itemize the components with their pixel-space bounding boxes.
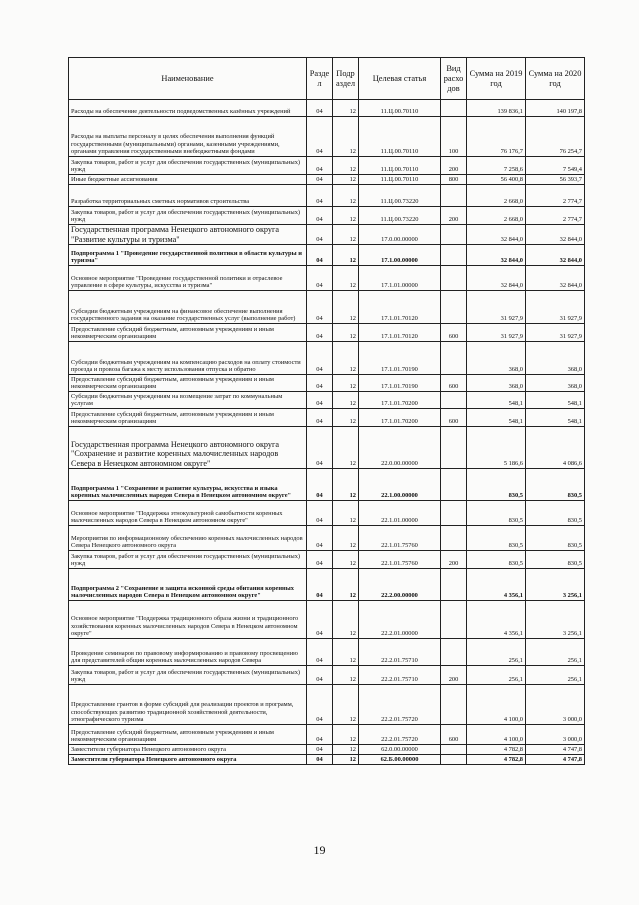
cell-sum-2019: 76 176,7 — [467, 117, 526, 157]
header-sum-2019: Сумма на 2019 год — [467, 58, 526, 100]
cell-sum-2019: 4 782,8 — [467, 745, 526, 755]
cell-subsection: 12 — [333, 409, 359, 427]
cell-name: Предоставление субсидий бюджетным, автономным учреждениям и иным некоммерческим организациям — [69, 725, 307, 745]
cell-expense-type — [441, 392, 467, 409]
cell-target-article: 22.2.00.00000 — [359, 569, 441, 601]
cell-sum-2020: 31 927,9 — [526, 291, 585, 324]
cell-target-article: 22.0.00.00000 — [359, 427, 441, 469]
table-row — [69, 427, 585, 469]
cell-sum-2019: 2 668,0 — [467, 185, 526, 207]
cell-section: 04 — [307, 175, 333, 185]
cell-sum-2019: 368,0 — [467, 375, 526, 392]
cell-name: Подпрограмма 2 "Сохранение и защита исконной среды обитания коренных малочисленных народов Севера в Ненецком автономном округе" — [69, 569, 307, 601]
cell-section: 04 — [307, 392, 333, 409]
cell-expense-type — [441, 245, 467, 266]
cell-name: Закупка товаров, работ и услуг для обеспечения государственных (муниципальных) нужд — [69, 666, 307, 685]
cell-expense-type: 600 — [441, 324, 467, 342]
cell-sum-2019: 31 927,9 — [467, 324, 526, 342]
cell-subsection: 12 — [333, 225, 359, 245]
cell-expense-type — [441, 291, 467, 324]
cell-section: 04 — [307, 745, 333, 755]
cell-expense-type — [441, 639, 467, 666]
cell-section: 04 — [307, 725, 333, 745]
cell-sum-2019: 830,5 — [467, 469, 526, 501]
cell-name: Проведение семинаров по правовому информированию и правовому просвещению для представителей общин коренных малочисленных народов Севера — [69, 639, 307, 666]
table-row — [69, 745, 585, 755]
cell-sum-2019: 5 186,6 — [467, 427, 526, 469]
cell-section: 04 — [307, 207, 333, 225]
cell-name: Расходы на выплаты персоналу в целях обеспечения выполнения функций государственными (муниципальными) органами, казенными учреждениями, органами управления государственными внебюджетными фондами — [69, 117, 307, 157]
cell-sum-2019: 4 100,0 — [467, 685, 526, 725]
cell-subsection: 12 — [333, 725, 359, 745]
table-row — [69, 551, 585, 569]
table-row — [69, 100, 585, 117]
table-row — [69, 207, 585, 225]
cell-subsection: 12 — [333, 342, 359, 375]
cell-sum-2019: 830,5 — [467, 526, 526, 551]
cell-sum-2020: 56 393,7 — [526, 175, 585, 185]
table-row — [69, 375, 585, 392]
cell-sum-2020: 368,0 — [526, 342, 585, 375]
table-row — [69, 501, 585, 526]
cell-name: Подпрограмма 1 "Проведение государственной политики в области культуры и туризма" — [69, 245, 307, 266]
cell-name: Закупка товаров, работ и услуг для обеспечения государственных (муниципальных) нужд — [69, 157, 307, 175]
cell-section: 04 — [307, 469, 333, 501]
cell-name: Предоставление субсидий бюджетным, автономным учреждениям и иным некоммерческим организациям — [69, 324, 307, 342]
cell-sum-2020: 256,1 — [526, 666, 585, 685]
cell-target-article: 22.2.01.75710 — [359, 666, 441, 685]
table-row — [69, 409, 585, 427]
cell-sum-2019: 7 258,6 — [467, 157, 526, 175]
cell-sum-2019: 4 100,0 — [467, 725, 526, 745]
table-row — [69, 392, 585, 409]
cell-target-article: 17.1.01.70190 — [359, 375, 441, 392]
table-row — [69, 291, 585, 324]
table-row — [69, 245, 585, 266]
cell-sum-2020: 32 844,0 — [526, 225, 585, 245]
cell-sum-2019: 31 927,9 — [467, 291, 526, 324]
cell-sum-2019: 830,5 — [467, 551, 526, 569]
cell-section: 04 — [307, 755, 333, 765]
cell-name: Предоставление грантов в форме субсидий для реализации проектов и программ, способствующих развитию традиционной хозяйственной деятельности, этнографического туризма — [69, 685, 307, 725]
cell-expense-type — [441, 469, 467, 501]
cell-expense-type — [441, 569, 467, 601]
cell-expense-type — [441, 526, 467, 551]
cell-sum-2020: 32 844,0 — [526, 245, 585, 266]
cell-expense-type — [441, 601, 467, 639]
cell-sum-2019: 2 668,0 — [467, 207, 526, 225]
cell-target-article: 22.1.00.00000 — [359, 469, 441, 501]
cell-expense-type — [441, 685, 467, 725]
cell-name: Заместители губернатора Ненецкого автономного округа — [69, 745, 307, 755]
cell-sum-2019: 256,1 — [467, 639, 526, 666]
table-row — [69, 601, 585, 639]
table-row — [69, 569, 585, 601]
cell-name: Государственная программа Ненецкого автономного округа "Сохранение и развитие коренных малочисленных народов Севера в Ненецком автономном округе" — [69, 427, 307, 469]
cell-sum-2020: 76 254,7 — [526, 117, 585, 157]
cell-sum-2020: 368,0 — [526, 375, 585, 392]
cell-sum-2019: 548,1 — [467, 409, 526, 427]
cell-subsection: 12 — [333, 185, 359, 207]
cell-section: 04 — [307, 291, 333, 324]
cell-name: Государственная программа Ненецкого автономного округа "Развитие культуры и туризма" — [69, 225, 307, 245]
cell-subsection: 12 — [333, 685, 359, 725]
cell-sum-2020: 830,5 — [526, 469, 585, 501]
cell-sum-2019: 139 836,1 — [467, 100, 526, 117]
table-row — [69, 117, 585, 157]
cell-sum-2020: 4 086,6 — [526, 427, 585, 469]
table-row — [69, 266, 585, 291]
cell-name: Закупка товаров, работ и услуг для обеспечения государственных (муниципальных) нужд — [69, 207, 307, 225]
cell-target-article: 22.2.01.75720 — [359, 725, 441, 745]
cell-section: 04 — [307, 100, 333, 117]
cell-target-article: 11.Ц.00.73220 — [359, 207, 441, 225]
cell-target-article: 22.2.01.00000 — [359, 601, 441, 639]
cell-sum-2020: 4 747,8 — [526, 755, 585, 765]
cell-subsection: 12 — [333, 207, 359, 225]
cell-sum-2020: 256,1 — [526, 639, 585, 666]
cell-name: Расходы на обеспечение деятельности подведомственных казённых учреждений — [69, 100, 307, 117]
cell-target-article: 17.1.00.00000 — [359, 245, 441, 266]
cell-subsection: 12 — [333, 392, 359, 409]
cell-sum-2019: 368,0 — [467, 342, 526, 375]
cell-sum-2019: 4 356,1 — [467, 601, 526, 639]
cell-section: 04 — [307, 569, 333, 601]
cell-name: Подпрограмма 1 "Сохранение и развитие культуры, искусства и языка коренных малочисленных народов Севера в Ненецком автономном округе" — [69, 469, 307, 501]
cell-subsection: 12 — [333, 100, 359, 117]
cell-expense-type: 600 — [441, 409, 467, 427]
cell-section: 04 — [307, 409, 333, 427]
cell-target-article: 11.Ц.00.73220 — [359, 185, 441, 207]
cell-section: 04 — [307, 342, 333, 375]
table-row — [69, 324, 585, 342]
cell-subsection: 12 — [333, 526, 359, 551]
cell-sum-2020: 830,5 — [526, 551, 585, 569]
cell-sum-2020: 140 197,8 — [526, 100, 585, 117]
cell-sum-2019: 256,1 — [467, 666, 526, 685]
cell-expense-type — [441, 185, 467, 207]
cell-subsection: 12 — [333, 745, 359, 755]
cell-target-article: 17.1.01.70120 — [359, 291, 441, 324]
cell-target-article: 11.Ц.00.70110 — [359, 100, 441, 117]
cell-expense-type: 200 — [441, 551, 467, 569]
cell-target-article: 11.Ц.00.70110 — [359, 117, 441, 157]
cell-name: Основное мероприятие "Проведение государственной политики и отраслевое управление в сфере культуры, искусства и туризма" — [69, 266, 307, 291]
cell-expense-type: 600 — [441, 725, 467, 745]
cell-expense-type: 200 — [441, 207, 467, 225]
cell-section: 04 — [307, 501, 333, 526]
cell-expense-type: 200 — [441, 157, 467, 175]
cell-section: 04 — [307, 639, 333, 666]
cell-section: 04 — [307, 245, 333, 266]
page-number: 19 — [313, 843, 326, 857]
cell-target-article: 17.1.01.70190 — [359, 342, 441, 375]
cell-name: Заместители губернатора Ненецкого автономного округа — [69, 755, 307, 765]
cell-sum-2020: 3 256,1 — [526, 569, 585, 601]
cell-name: Субсидии бюджетным учреждениям на компенсацию расходов на оплату стоимости проезда и провоза багажа к месту использования отпуска и обратно — [69, 342, 307, 375]
cell-section: 04 — [307, 117, 333, 157]
cell-sum-2020: 2 774,7 — [526, 185, 585, 207]
cell-subsection: 12 — [333, 569, 359, 601]
header-expense-type: Вид расхо дов — [441, 58, 467, 100]
cell-subsection: 12 — [333, 175, 359, 185]
cell-expense-type: 100 — [441, 117, 467, 157]
cell-subsection: 12 — [333, 601, 359, 639]
table-row — [69, 185, 585, 207]
cell-target-article: 22.1.01.75760 — [359, 526, 441, 551]
cell-section: 04 — [307, 375, 333, 392]
cell-expense-type: 600 — [441, 375, 467, 392]
cell-name: Разработка территориальных сметных нормативов строительства — [69, 185, 307, 207]
cell-target-article: 22.2.01.75720 — [359, 685, 441, 725]
cell-section: 04 — [307, 427, 333, 469]
table-row — [69, 225, 585, 245]
cell-section: 04 — [307, 324, 333, 342]
cell-target-article: 11.Ц.00.70110 — [359, 175, 441, 185]
cell-name: Предоставление субсидий бюджетным, автономным учреждениям и иным некоммерческим организациям — [69, 409, 307, 427]
cell-name: Иные бюджетные ассигнования — [69, 175, 307, 185]
table-row — [69, 685, 585, 725]
cell-sum-2019: 4 356,1 — [467, 569, 526, 601]
cell-sum-2019: 830,5 — [467, 501, 526, 526]
cell-name: Основное мероприятие "Поддержка этнокультурной самобытности коренных малочисленных народов Севера в Ненецком автономном округе" — [69, 501, 307, 526]
cell-sum-2020: 3 000,0 — [526, 725, 585, 745]
cell-expense-type: 200 — [441, 666, 467, 685]
cell-section: 04 — [307, 666, 333, 685]
cell-sum-2020: 4 747,8 — [526, 745, 585, 755]
cell-sum-2020: 2 774,7 — [526, 207, 585, 225]
cell-sum-2019: 4 782,8 — [467, 755, 526, 765]
cell-expense-type — [441, 100, 467, 117]
cell-expense-type — [441, 501, 467, 526]
cell-sum-2020: 830,5 — [526, 526, 585, 551]
cell-sum-2020: 32 844,0 — [526, 266, 585, 291]
header-subsection: Подр аздел — [333, 58, 359, 100]
cell-name: Закупка товаров, работ и услуг для обеспечения государственных (муниципальных) нужд — [69, 551, 307, 569]
cell-target-article: 17.1.01.70200 — [359, 392, 441, 409]
cell-section: 04 — [307, 526, 333, 551]
cell-expense-type — [441, 266, 467, 291]
cell-name: Субсидии бюджетным учреждениям на финансовое обеспечение выполнения государственного задания на оказание государственных услуг (выполнение работ) — [69, 291, 307, 324]
cell-section: 04 — [307, 157, 333, 175]
table-row — [69, 175, 585, 185]
cell-subsection: 12 — [333, 375, 359, 392]
cell-subsection: 12 — [333, 117, 359, 157]
cell-section: 04 — [307, 551, 333, 569]
cell-name: Мероприятия по информационному обеспечению коренных малочисленных народов Севера Ненецкого автономного округа — [69, 526, 307, 551]
cell-subsection: 12 — [333, 639, 359, 666]
cell-target-article: 17.1.01.70200 — [359, 409, 441, 427]
cell-target-article: 62.Б.00.00000 — [359, 755, 441, 765]
header-section: Разде л — [307, 58, 333, 100]
cell-sum-2020: 31 927,9 — [526, 324, 585, 342]
cell-sum-2020: 3 000,0 — [526, 685, 585, 725]
cell-subsection: 12 — [333, 245, 359, 266]
cell-sum-2019: 32 844,0 — [467, 225, 526, 245]
table-row — [69, 639, 585, 666]
cell-section: 04 — [307, 601, 333, 639]
cell-subsection: 12 — [333, 157, 359, 175]
cell-sum-2019: 56 400,8 — [467, 175, 526, 185]
cell-expense-type: 800 — [441, 175, 467, 185]
table-row — [69, 526, 585, 551]
cell-sum-2020: 830,5 — [526, 501, 585, 526]
cell-expense-type — [441, 427, 467, 469]
cell-sum-2020: 548,1 — [526, 392, 585, 409]
budget-table — [68, 57, 585, 765]
cell-subsection: 12 — [333, 266, 359, 291]
header-target: Целевая статья — [359, 58, 441, 100]
cell-subsection: 12 — [333, 755, 359, 765]
table-row — [69, 725, 585, 745]
cell-target-article: 22.1.01.00000 — [359, 501, 441, 526]
cell-name: Субсидии бюджетным учреждениям на возмещение затрат по коммунальным услугам — [69, 392, 307, 409]
cell-expense-type — [441, 342, 467, 375]
cell-section: 04 — [307, 225, 333, 245]
cell-sum-2019: 548,1 — [467, 392, 526, 409]
table-row — [69, 469, 585, 501]
cell-sum-2019: 32 844,0 — [467, 266, 526, 291]
cell-target-article: 17.1.01.00000 — [359, 266, 441, 291]
cell-name: Основное мероприятие "Поддержка традиционного образа жизни и традиционного хозяйствования коренных малочисленных народов Севера в Ненецком автономном округе" — [69, 601, 307, 639]
cell-target-article: 22.1.01.75760 — [359, 551, 441, 569]
cell-expense-type — [441, 225, 467, 245]
cell-subsection: 12 — [333, 469, 359, 501]
table-row — [69, 666, 585, 685]
cell-sum-2019: 32 844,0 — [467, 245, 526, 266]
cell-sum-2020: 7 549,4 — [526, 157, 585, 175]
cell-subsection: 12 — [333, 291, 359, 324]
cell-target-article: 62.0.00.00000 — [359, 745, 441, 755]
table-row — [69, 755, 585, 765]
cell-section: 04 — [307, 685, 333, 725]
cell-subsection: 12 — [333, 324, 359, 342]
cell-name: Предоставление субсидий бюджетным, автономным учреждениям и иным некоммерческим организациям — [69, 375, 307, 392]
table-row — [69, 157, 585, 175]
cell-target-article: 17.1.01.70120 — [359, 324, 441, 342]
cell-section: 04 — [307, 266, 333, 291]
cell-subsection: 12 — [333, 501, 359, 526]
cell-expense-type — [441, 745, 467, 755]
table-row — [69, 342, 585, 375]
header-name: Наименование — [69, 58, 307, 100]
cell-sum-2020: 548,1 — [526, 409, 585, 427]
cell-subsection: 12 — [333, 427, 359, 469]
cell-subsection: 12 — [333, 551, 359, 569]
cell-target-article: 22.2.01.75710 — [359, 639, 441, 666]
cell-section: 04 — [307, 185, 333, 207]
cell-subsection: 12 — [333, 666, 359, 685]
table-header-row — [69, 58, 585, 100]
header-sum-2020: Сумма на 2020 год — [526, 58, 585, 100]
cell-target-article: 17.0.00.00000 — [359, 225, 441, 245]
cell-target-article: 11.Ц.00.70110 — [359, 157, 441, 175]
cell-sum-2020: 3 256,1 — [526, 601, 585, 639]
cell-expense-type — [441, 755, 467, 765]
